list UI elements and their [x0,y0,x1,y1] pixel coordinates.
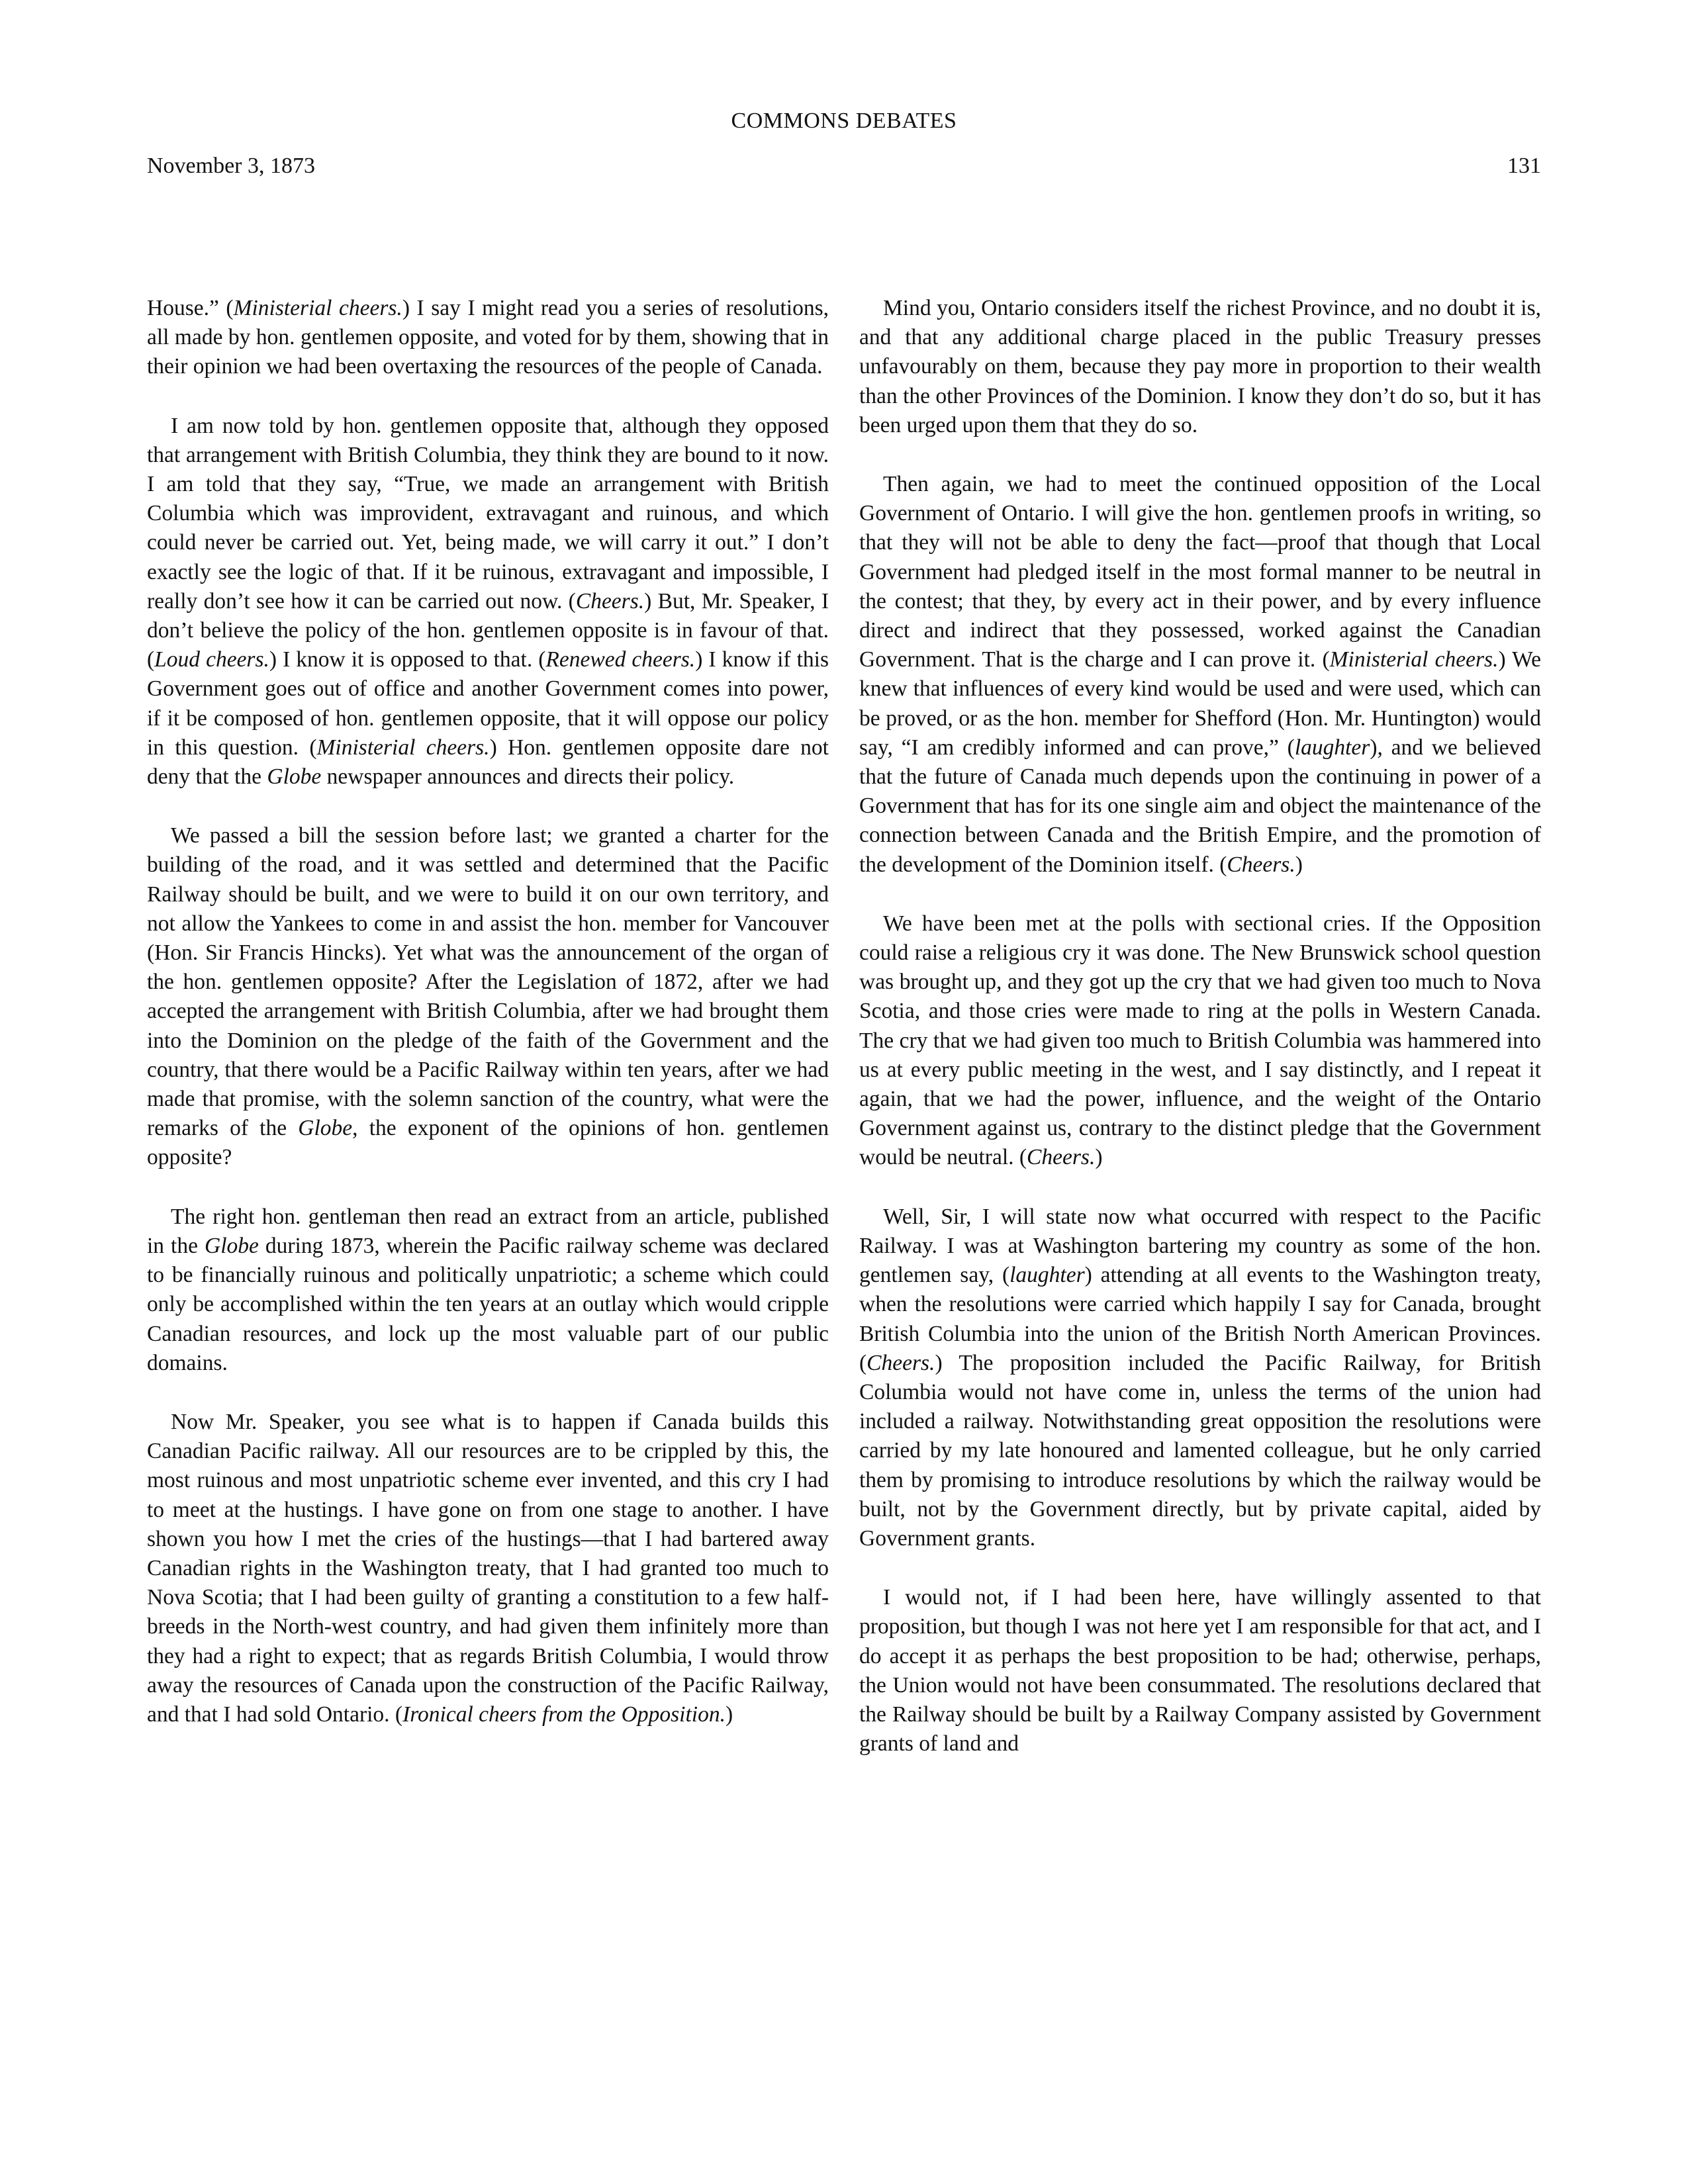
italic-text: laughter [1294,735,1370,760]
text-run: ) But, Mr. Speaker, I don’t believe the policy of the hon. gentlemen opposite is in favour of that. ( [147,588,829,672]
text-run: ) Hon. gentlemen opposite dare not deny that the [147,735,829,790]
italic-text: Cheers. [1227,852,1295,877]
text-run: ) attending at all events to the Washington treaty, when the resolutions were carried which happily I say for Canada, brought British Columbia into the union of the British North American Provinces. ( [859,1263,1541,1375]
paragraph [859,294,1541,440]
text-run: I would not, if I had been here, have willingly assented to that proposition, but though I was not here yet I am responsible for that act, and I do accept it as perhaps the best proposition to be had; otherwise, perhaps, the Union would not have been consummated. The resolutions declared that the Railway should be built by a Railway Company assisted by Government grants of land and [859,1585,1541,1756]
italic-text: Cheers. [575,588,645,614]
text-run: ) The proposition included the Pacific Railway, for British Columbia would not have come in, unless the terms of the union had included a railway. Notwithstanding great opposition the resolutions were carried by my late honoured and lamented colleague, but he only carried them by promising to introduce resolutions by which the railway would be built, not by the Government directly, but by private capital, aided by Government grants. [859,1350,1541,1551]
paragraph [859,470,1541,880]
left-column [147,294,829,1759]
italic-text: Ministerial cheers. [233,296,402,320]
text-run: ) I know it is opposed to that. ( [269,647,546,672]
paragraph [147,1408,829,1729]
paragraph [859,1583,1541,1758]
italic-text: Globe [298,1116,353,1141]
text-run: during 1873, wherein the Pacific railway scheme was declared to be financially ruinous and politically unpatriotic; a scheme which could only be accomplished within the ten years at an outlay which would cripple Canadian resources, and lock up the most valuable part of our public domains. [147,1233,829,1375]
paragraph [859,909,1541,1173]
text-run: Now Mr. Speaker, you see what is to happen if Canada builds this Canadian Pacific railway. All our resources are to be crippled by this, the most ruinous and most unpatriotic scheme ever invented, and this cry I had to meet at the hustings. I have gone on from one stage to another. I have shown you how I met the cries of the hustings—that I had bartered away Canadian rights in the Washington treaty, that I had granted too much to Nova Scotia; that I had been guilty of granting a constitution to a few half-breeds in the North-west country, and had given them infinitely more than they had a right to expect; that as regards British Columbia, I would throw away the resources of Canada upon the construction of the Pacific Railway, and that I had sold Ontario. ( [147,1409,829,1727]
italic-text: Ministerial cheers. [1329,647,1499,672]
text-run: We passed a bill the session before last; we granted a charter for the building of the road, and it was settled and determined that the Pacific Railway should be built, and we were to build it on our own territory, and not allow the Yankees to come in and assist the hon. member for Vancouver (Hon. Sir Francis Hincks). Yet what was the announcement of the organ of the hon. gentlemen opposite? After the Legislation of 1872, after we had accepted the arrangement with British Columbia, after we had brought them into the Dominion on the pledge of the faith of the Government and the country, that there would be a Pacific Railway within ten years, after we had made that promise, with the solemn sanction of the country, what were the remarks of the [147,823,829,1141]
italic-text: laughter [1009,1263,1085,1288]
italic-text: Loud cheers. [154,647,269,672]
text-run: ) [725,1702,733,1727]
text-run: We have been met at the polls with sectional cries. If the Opposition could raise a religious cry it was done. The New Brunswick school question was brought up, and they got up the cry that we had given too much to Nova Scotia, and those cries were made to ring at the polls in Western Canada. The cry that we had given too much to British Columbia was hammered into us at every public meeting in the west, and I say distinctly, and I repeat it again, that we had the power, influence, and the weight of the Ontario Government against us, contrary to the distinct pledge that the Government would be neutral. ( [859,911,1541,1170]
text-run: ) I say I might read you a series of resolutions, all made by hon. gentlemen opposite, and voted for by them, showing that in their opinion we had been overtaxing the resources of the people of Canada. [147,296,829,379]
paragraph [147,1203,829,1378]
italic-text: Cheers. [1027,1145,1096,1170]
page-date: November 3, 1873 [147,154,316,178]
paragraph [147,294,829,382]
text-run: ) [1295,852,1303,877]
running-title: COMMONS DEBATES [731,109,957,133]
paragraph [147,821,829,1172]
text-run: newspaper announces and directs their policy. [321,764,735,790]
italic-text: Globe [205,1233,259,1258]
text-run: I am now told by hon. gentlemen opposite that, although they opposed that arrangement with British Columbia, they think they are bound to it now. I am told that they say, “True, we made an arrangement with British Columbia which was improvident, extravagant and ruinous, and which could never be carried out. Yet, being made, we will carry it out.” I don’t exactly see the logic of that. If it be ruinous, extravagant and impossible, I really don’t see how it can be carried out now. ( [147,413,829,614]
text-run: Well, Sir, I will state now what occurred with respect to the Pacific Railway. I was at Washington bartering my country as some of the hon. gentlemen say, ( [859,1204,1541,1288]
text-run: ), and we believed that the future of Canada much depends upon the continuing in power of a Government that has for its one single aim and object the maintenance of the connection between Canada and the British Empire, and the promotion of the development of the Dominion itself. ( [859,735,1541,877]
italic-text: Globe [267,764,322,790]
text-run: The right hon. gentleman then read an extract from an article, published in the [147,1204,829,1258]
page-number: 131 [1507,154,1541,178]
italic-text: Ironical cheers from the Opposition. [402,1702,726,1727]
italic-text: Ministerial cheers. [316,735,490,760]
paragraph [147,412,829,792]
text-run: , the exponent of the opinions of hon. gentlemen opposite? [147,1116,829,1170]
text-run: ) We knew that influences of every kind would be used and were used, which can be proved, or as the hon. member for Shefford (Hon. Mr. Huntington) would say, “I am credibly informed and can prove,” ( [859,647,1541,760]
italic-text: Renewed cheers. [545,647,696,672]
text-run: ) I know if this Government goes out of office and another Government comes into power, if it be composed of hon. gentlemen opposite, that it will oppose our policy in this question. ( [147,647,829,760]
right-column [859,294,1541,1788]
text-run: Then again, we had to meet the continued opposition of the Local Government of Ontario. I will give the hon. gentlemen proofs in writing, so that they will not be able to deny the fact—proof that though that Local Government had pledged itself in the most formal manner to be neutral in the contest; that they, by every act in their power, and by every influence direct and indirect that they possessed, worked against the Canadian Government. That is the charge and I can prove it. ( [859,472,1541,672]
text-run: Mind you, Ontario considers itself the richest Province, and no doubt it is, and that any additional charge placed in the public Treasury presses unfavourably on them, because they pay more in proportion to their wealth than the other Provinces of the Dominion. I know they don’t do so, but it has been urged upon them that they do so. [859,296,1541,437]
text-run: House.” ( [147,296,234,320]
text-run: ) [1095,1145,1103,1170]
paragraph [859,1203,1541,1553]
italic-text: Cheers. [867,1350,935,1375]
